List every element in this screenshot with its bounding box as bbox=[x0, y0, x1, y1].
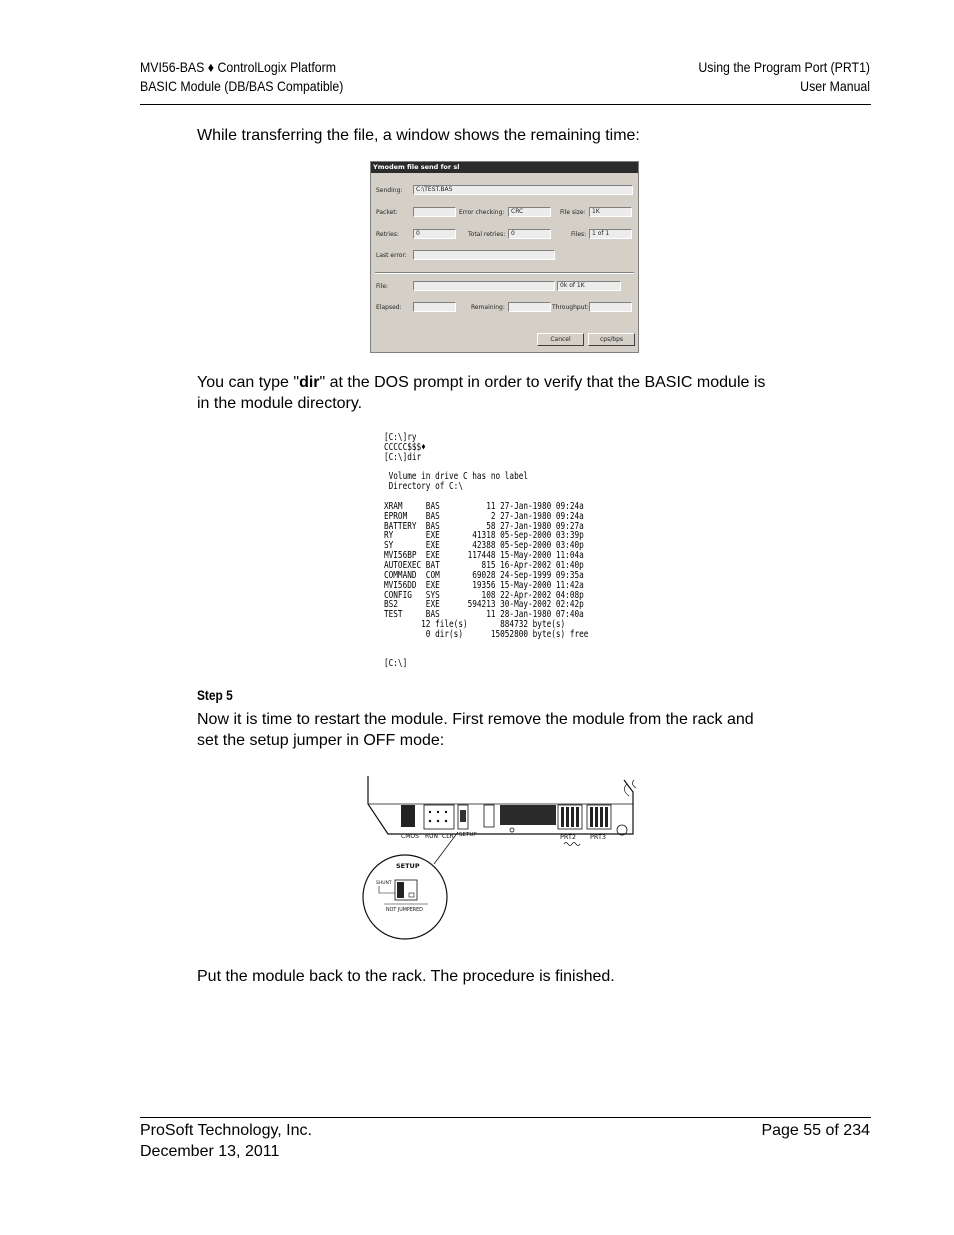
remaining-label: Remaining: bbox=[471, 304, 505, 311]
zoom-shunt-label: SHUNT bbox=[376, 881, 392, 886]
file-progress-label: File: bbox=[376, 283, 389, 290]
elapsed-field bbox=[413, 302, 456, 312]
dos-line: [C:\] bbox=[384, 658, 408, 670]
retries-label: Retries: bbox=[376, 231, 399, 238]
footer-date: December 13, 2011 bbox=[140, 1143, 280, 1160]
dir-command-keyword: dir bbox=[299, 374, 320, 391]
total-retries-field: 0 bbox=[508, 229, 551, 239]
dialog-separator bbox=[375, 272, 634, 274]
battery-housing bbox=[401, 805, 415, 827]
dos-line: MVI56DD EXE 19356 15-May-2000 11:42a bbox=[384, 579, 584, 591]
label-cmos: CMOS bbox=[401, 833, 419, 840]
header-product-subtitle: BASIC Module (DB/BAS Compatible) bbox=[140, 78, 344, 94]
para3-line1: Now it is time to restart the module. First remove the module from the rack and bbox=[197, 711, 754, 728]
para2-line2: in the module directory. bbox=[197, 395, 363, 412]
dos-line: CONFIG SYS 108 22-Apr-2002 04:08p bbox=[384, 589, 584, 601]
cps-bps-button: cps/bps bbox=[588, 333, 635, 346]
sending-label: Sending: bbox=[376, 187, 403, 194]
dos-line bbox=[384, 650, 588, 660]
dos-line: Directory of C:\ bbox=[384, 481, 463, 493]
paragraph-transfer-window: While transferring the file, a window shows the remaining time: bbox=[197, 127, 640, 144]
header-rule bbox=[140, 104, 871, 105]
dos-line: TEST BAS 11 28-Jan-1980 07:40a bbox=[384, 609, 584, 621]
footer-page-number: Page 55 of 234 bbox=[761, 1122, 870, 1139]
packet-label: Packet: bbox=[376, 209, 398, 216]
dos-line: BS2 EXE 594213 30-May-2002 02:42p bbox=[384, 599, 584, 611]
module-setup-jumper-diagram bbox=[362, 772, 649, 948]
header-product-title: MVI56-BAS ♦ ControlLogix Platform bbox=[140, 59, 336, 75]
file-progress-bar bbox=[413, 281, 555, 291]
dos-line: SY EXE 42388 05-Sep-2000 03:40p bbox=[384, 540, 584, 552]
ymodem-dialog-screenshot bbox=[370, 161, 639, 353]
sending-field: C:\TEST.BAS bbox=[413, 185, 633, 195]
dos-line: 0 dir(s) 15052800 byte(s) free bbox=[384, 628, 589, 640]
dos-line: [C:\]ry bbox=[384, 432, 417, 443]
last-error-label: Last error: bbox=[376, 252, 407, 259]
footer-rule bbox=[140, 1117, 871, 1118]
setup-jumper-shunt bbox=[460, 810, 466, 822]
dos-line: BATTERY BAS 58 27-Jan-1980 09:27a bbox=[384, 520, 584, 532]
dos-line: AUTOEXEC BAT 815 16-Apr-2002 01:40p bbox=[384, 559, 584, 571]
dos-line: COMMAND COM 69028 24-Sep-1999 09:35a bbox=[384, 569, 584, 581]
footer-company: ProSoft Technology, Inc. bbox=[140, 1122, 312, 1139]
total-retries-label: Total retries: bbox=[468, 231, 506, 238]
main-chip bbox=[500, 805, 556, 825]
para2-text-end: " at the DOS prompt in order to verify that the BASIC module is bbox=[319, 374, 766, 391]
throughput-label: Throughput: bbox=[552, 304, 589, 311]
footer-left bbox=[140, 1120, 312, 1162]
cable-squiggle bbox=[564, 843, 580, 846]
packet-field bbox=[413, 207, 456, 217]
header-left bbox=[140, 58, 343, 96]
file-progress-field: 0k of 1K bbox=[557, 281, 621, 291]
jumper-block bbox=[424, 805, 454, 829]
dos-line: [C:\]dir bbox=[384, 451, 422, 463]
files-label: Files: bbox=[571, 231, 587, 238]
header-section-title: Using the Program Port (PRT1) bbox=[698, 59, 870, 75]
label-run: RUN bbox=[425, 833, 439, 840]
label-clr: CLR bbox=[442, 833, 454, 840]
dos-dir-screenshot bbox=[374, 428, 634, 668]
label-setup: SETUP bbox=[459, 832, 477, 838]
prt3-connector bbox=[587, 805, 611, 829]
dos-line: Volume in drive C has no label bbox=[384, 471, 529, 483]
label-prt3: PRT3 bbox=[590, 833, 607, 841]
dos-line: EPROM BAS 2 27-Jan-1980 09:24a bbox=[384, 510, 584, 522]
dos-line: XRAM BAS 11 27-Jan-1980 09:24a bbox=[384, 500, 584, 512]
dos-line: 12 file(s) 884732 byte(s) bbox=[384, 619, 566, 631]
files-field: 1 of 1 bbox=[589, 229, 632, 239]
dos-line: RY EXE 41318 05-Sep-2000 03:39p bbox=[384, 530, 584, 542]
paragraph-dir-command bbox=[197, 372, 837, 414]
file-size-label: File size: bbox=[560, 209, 586, 216]
remaining-field bbox=[508, 302, 551, 312]
dos-line bbox=[384, 640, 588, 650]
elapsed-label: Elapsed: bbox=[376, 304, 402, 311]
prt2-connector bbox=[558, 805, 582, 829]
mount-hole bbox=[510, 828, 514, 832]
step-heading: Step 5 bbox=[197, 687, 233, 703]
small-connector bbox=[484, 805, 494, 827]
dos-line: CCCCC$$$♦ bbox=[384, 441, 426, 453]
para3-line2: set the setup jumper in OFF mode: bbox=[197, 732, 445, 749]
label-prt2: PRT2 bbox=[560, 833, 577, 841]
header-right bbox=[698, 58, 870, 96]
cancel-button: Cancel bbox=[537, 333, 584, 346]
error-checking-field: CRC bbox=[508, 207, 551, 217]
para2-text-start: You can type " bbox=[197, 374, 300, 391]
file-size-field: 1K bbox=[589, 207, 632, 217]
header-doc-type: User Manual bbox=[800, 78, 870, 94]
zoom-jumper-shunt bbox=[397, 882, 404, 898]
error-checking-label: Error checking: bbox=[459, 209, 505, 216]
last-error-field bbox=[413, 250, 555, 260]
paragraph-restart-module bbox=[197, 709, 837, 751]
dos-line: MVI56BP EXE 117448 15-May-2000 11:04a bbox=[384, 550, 584, 562]
zoom-title: SETUP bbox=[396, 862, 420, 870]
retries-field: 0 bbox=[413, 229, 456, 239]
paragraph-finish: Put the module back to the rack. The procedure is finished. bbox=[197, 968, 615, 985]
zoom-not-jumpered-label: NOT JUMPERED bbox=[386, 908, 423, 913]
dos-listing bbox=[384, 433, 588, 669]
throughput-field bbox=[589, 302, 632, 312]
dialog-title: Ymodem file send for sl bbox=[371, 162, 638, 173]
